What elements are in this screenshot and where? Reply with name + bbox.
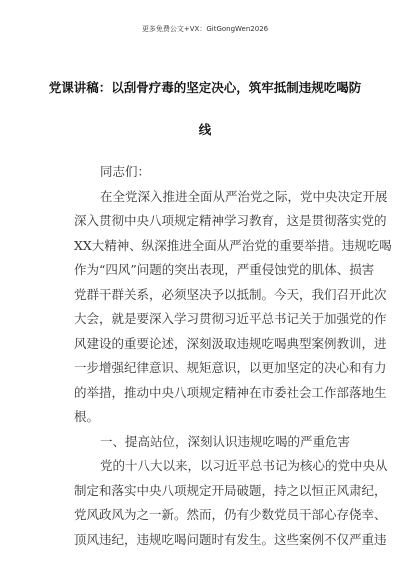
- paragraph-line: 风建设的重要论述，深刻汲取违规吃喝典型案例教训，进: [74, 335, 387, 351]
- paragraph-line: 深入贯彻中央八项规定精神学习教育，这是贯彻落实党的: [74, 213, 387, 228]
- paragraph-line: 党的十八大以来，以习近平总书记为核心的党中央从: [100, 458, 388, 473]
- paragraph-line: 作为“四风”问题的突出表现，严重侵蚀党的肌体、损害: [74, 262, 375, 277]
- document-title-line-2: 线: [198, 122, 212, 137]
- paragraph-line: 根。: [74, 409, 100, 424]
- paragraph-line: 在全党深入推进全面从严治党之际，党中央决定开展: [100, 188, 388, 204]
- salutation: 同志们：: [100, 164, 151, 179]
- paragraph-line: 顶风违纪，违规吃喝问题时有发生。这些案例不仅严重违: [74, 531, 387, 547]
- paragraph-line: 党风政风为之一新。然而，仍有少数党员干部心存侥幸、: [74, 507, 387, 522]
- paragraph-line: 一步增强纪律意识、规矩意识，以更加坚定的决心和有力: [74, 360, 387, 375]
- section-heading: 一、提高站位，深刻认识违规吃喝的严重危害: [100, 433, 351, 449]
- paragraph-line: 的举措，推动中央八项规定精神在市委社会工作部落地生: [74, 384, 387, 400]
- header-note: 更多免费公文+VX：GitGongWen2026: [141, 25, 269, 33]
- paragraph-line: 制定和落实中央八项规定开局破题，持之以恒正风肃纪，: [74, 482, 387, 498]
- document-body: [74, 160, 392, 552]
- document-title-line-1: 党课讲稿：以刮骨疗毒的坚定决心，筑牢抵制违规吃喝防: [48, 80, 362, 95]
- paragraph-line: XX大精神、纵深推进全面从严治党的重要举措。违规吃喝: [74, 237, 392, 253]
- paragraph-line: 大会，就是要深入学习贯彻习近平总书记关于加强党的作: [74, 311, 387, 326]
- paragraph-line: 党群干群关系，必须坚决予以抵制。今天，我们召开此次: [74, 286, 387, 302]
